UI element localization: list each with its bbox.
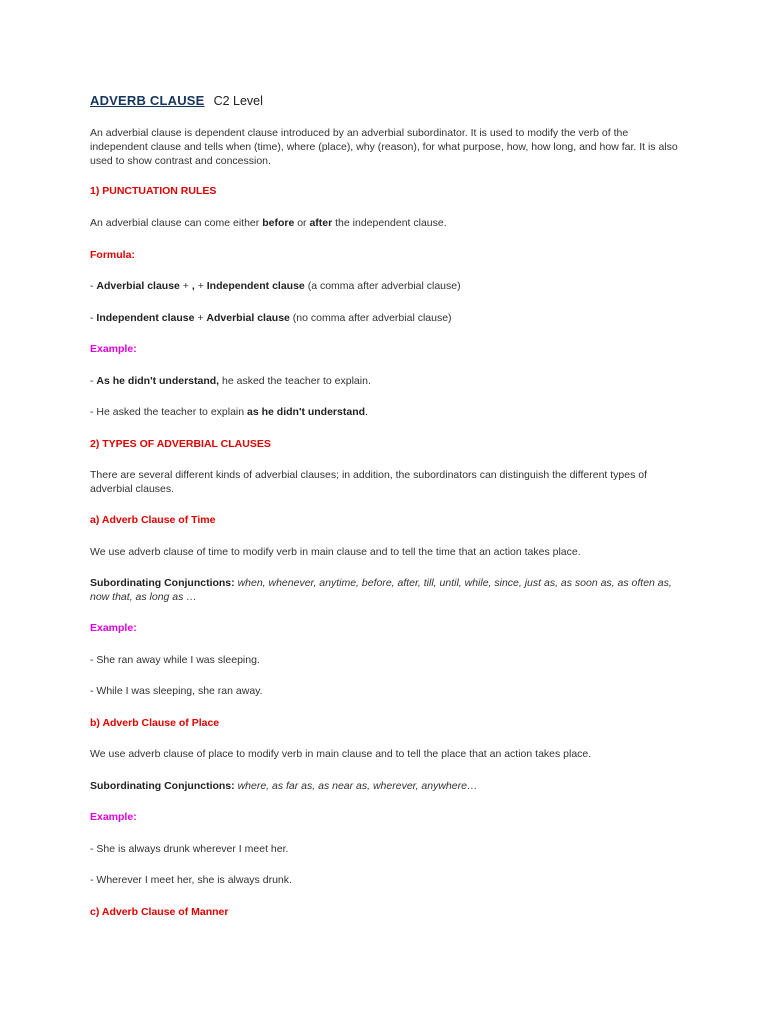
bold-adverbial-clause: Adverbial clause	[206, 312, 290, 324]
conjunctions-label: Subordinating Conjunctions:	[90, 780, 235, 792]
example-label-1: Example:	[90, 343, 137, 355]
plus: +	[194, 312, 207, 324]
period: .	[365, 406, 368, 418]
bold-comma: ,	[191, 280, 195, 292]
bold-before: before	[262, 217, 295, 229]
text-run: or	[294, 217, 310, 229]
conjunctions-label: Subordinating Conjunctions:	[90, 577, 235, 589]
time-conjunctions	[90, 576, 680, 604]
formula-note: (no comma after adverbial clause)	[289, 312, 452, 324]
bold-after: after	[309, 217, 333, 229]
example-label-3: Example:	[90, 811, 137, 823]
bold-adverbial-clause: Adverbial clause	[96, 280, 180, 292]
place-description: We use adverb clause of place to modify verb in main clause and to tell the place that an action takes place.	[90, 748, 592, 760]
time-example-1: - She ran away while I was sleeping.	[90, 654, 260, 666]
dash: -	[90, 280, 97, 292]
document-title	[90, 93, 263, 108]
formula-line-1	[90, 279, 680, 293]
title-level: C2 Level	[213, 94, 263, 108]
conjunctions-list: where, as far as, as near as, wherever, anywhere…	[234, 780, 478, 792]
example-line-2	[90, 405, 680, 419]
time-heading: a) Adverb Clause of Time	[90, 514, 216, 526]
place-example-1: - She is always drunk wherever I meet her.	[90, 843, 289, 855]
conjunctions-list: when, whenever, anytime, before, after, till, until, while, since, just as, as soon as, as often as, now that, as long as …	[90, 577, 672, 603]
plus: +	[179, 280, 192, 292]
example-label-2: Example:	[90, 622, 137, 634]
text-run: the independent clause.	[332, 217, 447, 229]
text-run: he asked the teacher to explain.	[219, 375, 371, 387]
place-conjunctions	[90, 779, 680, 793]
plus: +	[194, 280, 207, 292]
manner-heading: c) Adverb Clause of Manner	[90, 906, 229, 918]
formula-label: Formula:	[90, 249, 135, 261]
dash: -	[90, 312, 97, 324]
formula-note: (a comma after adverbial clause)	[304, 280, 461, 292]
section2-heading: 2) TYPES OF ADVERBIAL CLAUSES	[90, 438, 271, 450]
section2-intro: There are several different kinds of adverbial clauses; in addition, the subordinators can distinguish the different types of adverbial clauses.	[90, 469, 648, 495]
section1-heading: 1) PUNCTUATION RULES	[90, 185, 217, 197]
time-description: We use adverb clause of time to modify verb in main clause and to tell the time that an action takes place.	[90, 546, 581, 558]
bold-independent-clause: Independent clause	[96, 312, 195, 324]
formula-line-2	[90, 311, 680, 325]
text-run: - He asked the teacher to explain	[90, 406, 248, 418]
text-run: An adverbial clause can come either	[90, 217, 263, 229]
bold-clause: as he didn't understand	[247, 406, 366, 418]
dash: -	[90, 375, 97, 387]
place-heading: b) Adverb Clause of Place	[90, 717, 220, 729]
example-line-1	[90, 374, 680, 388]
bold-independent-clause: Independent clause	[206, 280, 305, 292]
bold-clause: As he didn't understand,	[96, 375, 220, 387]
place-example-2: - Wherever I meet her, she is always drunk.	[90, 874, 292, 886]
intro-paragraph: An adverbial clause is dependent clause introduced by an adverbial subordinator. It is used to modify the verb of the independent clause and tells when (time), where (place), why (reason), for what purpose, how, how long, and how far. It is also used to show contrast and concession.	[90, 127, 678, 167]
time-example-2: - While I was sleeping, she ran away.	[90, 685, 263, 697]
title-heading: ADVERB CLAUSE	[90, 93, 205, 108]
position-rule	[90, 216, 680, 230]
